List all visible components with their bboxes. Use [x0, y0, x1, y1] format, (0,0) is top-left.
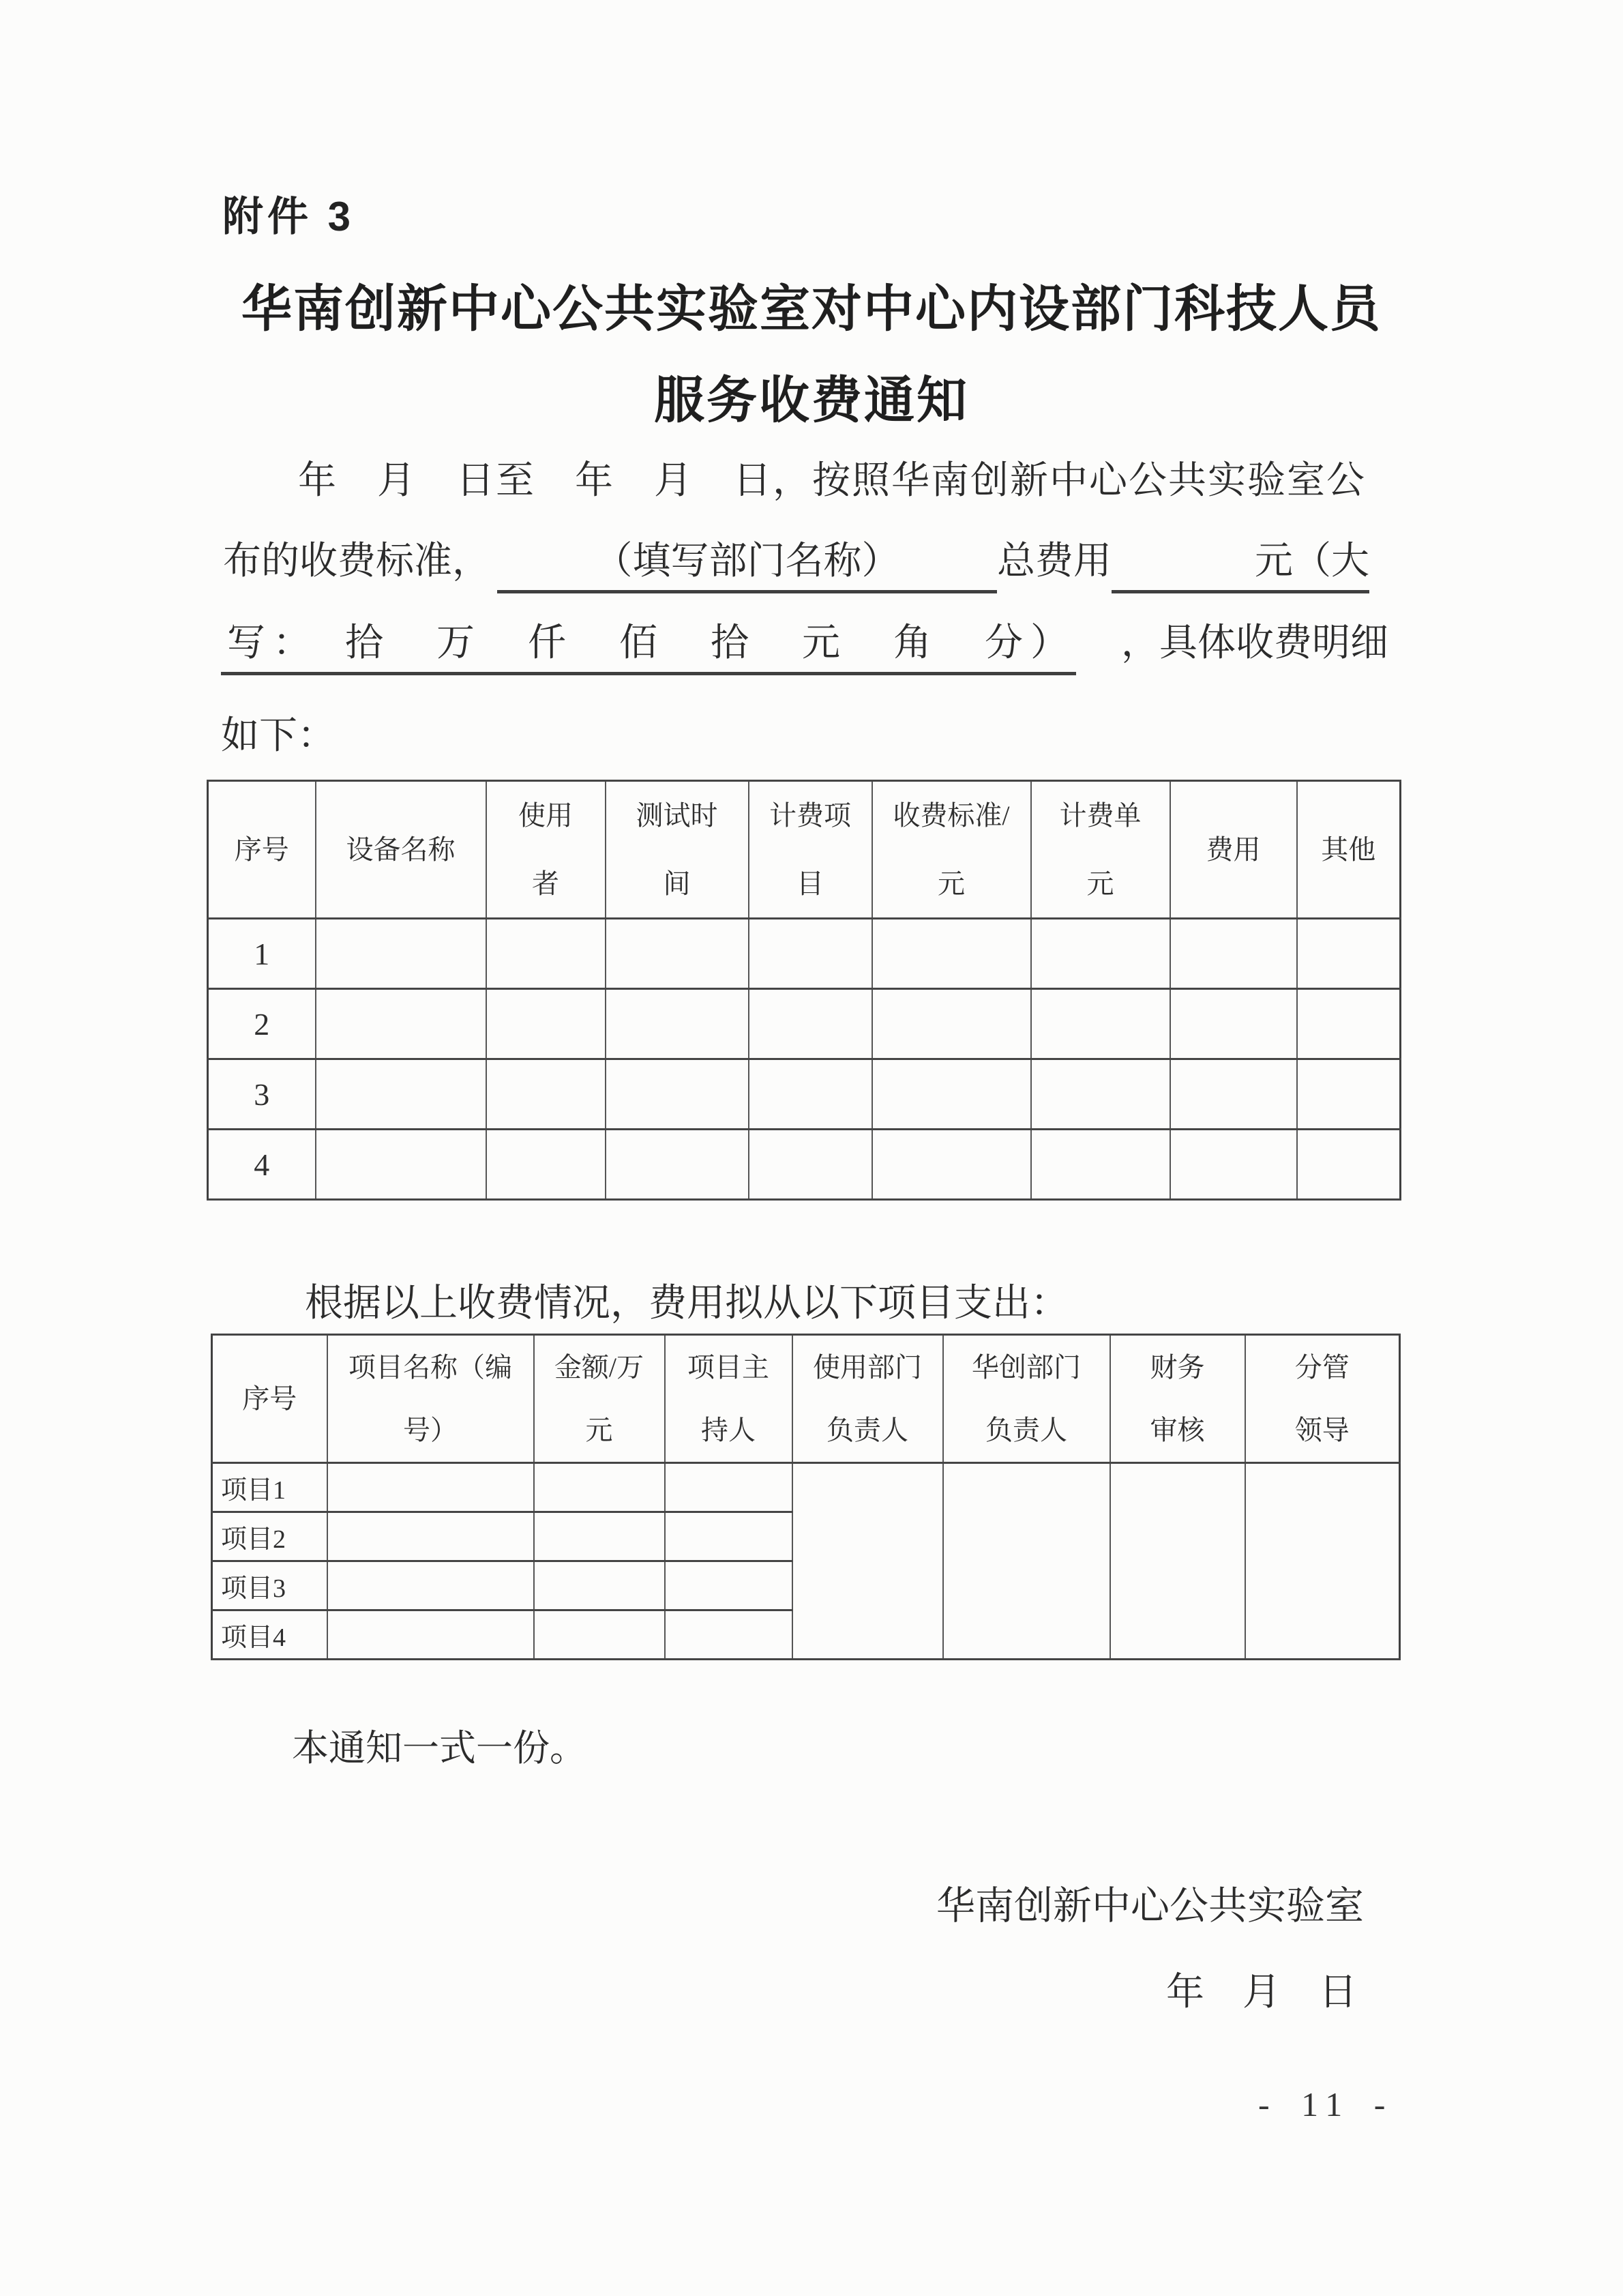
header-cell-amount: 金额/万 元 — [534, 1335, 665, 1463]
empty-cell — [606, 1130, 749, 1200]
empty-cell — [872, 1130, 1031, 1200]
header-cell-serial-number: 序号 — [212, 1335, 327, 1463]
empty-cell — [316, 1130, 486, 1200]
empty-cell — [327, 1561, 534, 1610]
attachment-label: 附件 3 — [222, 194, 355, 239]
empty-cell — [1031, 989, 1170, 1059]
empty-cell — [1297, 989, 1401, 1059]
merged-empty-cell-finance — [1110, 1463, 1245, 1660]
header-cell-test-time: 测试时 间 — [606, 781, 749, 919]
empty-cell — [1170, 919, 1297, 989]
empty-cell — [316, 989, 486, 1059]
table1-row-1 — [208, 919, 1401, 989]
header-cell-fee: 费用 — [1170, 781, 1297, 919]
equipment-fee-table — [207, 780, 1401, 1201]
empty-cell — [1170, 1059, 1297, 1130]
row-number: 2 — [208, 989, 316, 1059]
paragraph-line1: 年 月 日至 年 月 日，按照华南创新中心公共实验室公 — [298, 460, 1366, 502]
empty-cell — [606, 989, 749, 1059]
empty-cell — [534, 1512, 665, 1561]
page-number: - 11 - — [1258, 2085, 1394, 2123]
empty-cell — [534, 1610, 665, 1660]
amount-in-words-blank: 写： 拾 万 仟 佰 拾 元 角 分） — [221, 621, 1076, 666]
header-cell-other: 其他 — [1297, 781, 1401, 919]
empty-cell — [1031, 1059, 1170, 1130]
merged-empty-cell-using-dept — [792, 1463, 943, 1660]
line2-total-fee-label: 总费用 — [997, 540, 1112, 583]
line3-tail: ，具体收费明细 — [1121, 622, 1388, 664]
paragraph-line2 — [215, 539, 1369, 584]
empty-cell — [1297, 1059, 1401, 1130]
document-title-line1: 华南创新中心公共实验室对中心内设部门科技人员 — [241, 282, 1382, 338]
empty-cell — [316, 1059, 486, 1130]
empty-cell — [872, 1059, 1031, 1130]
row-number: 4 — [208, 1130, 316, 1200]
empty-cell — [1297, 1130, 1401, 1200]
empty-cell — [749, 989, 872, 1059]
empty-cell — [1031, 1130, 1170, 1200]
empty-cell — [665, 1561, 792, 1610]
table1-row-2 — [208, 989, 1401, 1059]
empty-cell — [749, 1059, 872, 1130]
header-cell-serial-number: 序号 — [208, 781, 316, 919]
empty-cell — [749, 1130, 872, 1200]
header-cell-finance-review: 财务 审核 — [1110, 1335, 1245, 1463]
empty-cell — [486, 1130, 606, 1200]
paragraph-line3 — [215, 621, 1388, 666]
row-number: 3 — [208, 1059, 316, 1130]
empty-cell — [534, 1463, 665, 1512]
department-name-blank: （填写部门名称） — [497, 539, 997, 584]
empty-cell — [534, 1561, 665, 1610]
header-cell-billing-unit: 计费单 元 — [1031, 781, 1170, 919]
header-cell-project-name: 项目名称（编 号） — [327, 1335, 534, 1463]
empty-cell — [1170, 989, 1297, 1059]
empty-cell — [327, 1512, 534, 1561]
empty-cell — [872, 989, 1031, 1059]
header-cell-user: 使用 者 — [486, 781, 606, 919]
row-label: 项目3 — [212, 1561, 327, 1610]
empty-cell — [749, 919, 872, 989]
empty-cell — [1297, 919, 1401, 989]
merged-empty-cell-leader — [1245, 1463, 1400, 1660]
expense-intro-text: 根据以上收费情况，费用拟从以下项目支出： — [305, 1282, 1069, 1325]
row-number: 1 — [208, 919, 316, 989]
empty-cell — [316, 919, 486, 989]
header-cell-huachuang-dept-head: 华创部门 负责人 — [943, 1335, 1110, 1463]
project-expense-table — [211, 1334, 1401, 1660]
line2-prefix: 布的收费标准， — [223, 540, 490, 583]
header-cell-project-leader: 项目主 持人 — [665, 1335, 792, 1463]
copies-note: 本通知一式一份。 — [292, 1728, 586, 1769]
empty-cell — [606, 919, 749, 989]
table1-row-4 — [208, 1130, 1401, 1200]
header-cell-fee-standard: 收费标准/ 元 — [872, 781, 1031, 919]
empty-cell — [665, 1512, 792, 1561]
row-label: 项目2 — [212, 1512, 327, 1561]
row-label: 项目4 — [212, 1610, 327, 1660]
empty-cell — [1170, 1130, 1297, 1200]
empty-cell — [872, 919, 1031, 989]
empty-cell — [606, 1059, 749, 1130]
signature-date-line: 年 月 日 — [1166, 1971, 1357, 2014]
header-cell-equipment-name: 设备名称 — [316, 781, 486, 919]
amount-blank: 元（大 — [1112, 539, 1369, 584]
header-cell-supervising-leader: 分管 领导 — [1245, 1335, 1400, 1463]
empty-cell — [665, 1610, 792, 1660]
empty-cell — [486, 1059, 606, 1130]
empty-cell — [486, 989, 606, 1059]
table1-header-row — [208, 781, 1401, 919]
table2-row-project1 — [212, 1463, 1400, 1512]
empty-cell — [665, 1463, 792, 1512]
table1-row-3 — [208, 1059, 1401, 1130]
empty-cell — [486, 919, 606, 989]
header-cell-using-dept-head: 使用部门 负责人 — [792, 1335, 943, 1463]
empty-cell — [327, 1463, 534, 1512]
paragraph-line4: 如下： — [221, 715, 336, 757]
row-label: 项目1 — [212, 1463, 327, 1512]
document-title-line2: 服务收费通知 — [654, 373, 969, 429]
table2-header-row — [212, 1335, 1400, 1463]
empty-cell — [1031, 919, 1170, 989]
merged-empty-cell-huachuang-dept — [943, 1463, 1110, 1660]
header-cell-billing-item: 计费项 目 — [749, 781, 872, 919]
issuing-org-signature: 华南创新中心公共实验室 — [936, 1885, 1364, 1928]
empty-cell — [327, 1610, 534, 1660]
